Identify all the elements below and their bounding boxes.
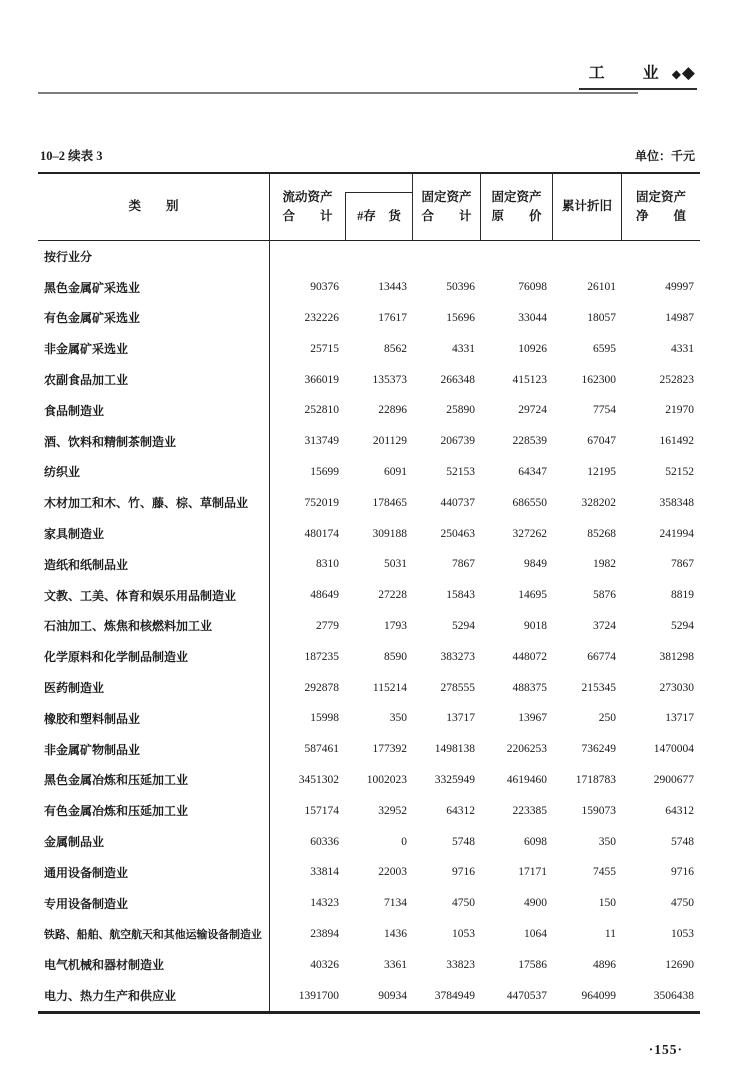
row-label: 化学原料和化学制品制造业 <box>38 641 270 672</box>
cell-value: 15998 <box>310 712 339 725</box>
table-row <box>38 426 700 457</box>
cell-value: 2779 <box>316 619 339 632</box>
cell-value: 159073 <box>581 804 616 817</box>
cell-value: 17617 <box>378 311 407 324</box>
cell-value: 7754 <box>593 404 616 417</box>
cell-value: 252810 <box>304 404 339 417</box>
cell-value: 18057 <box>587 311 616 324</box>
table-caption: 10–2 续表 3 <box>40 149 103 163</box>
table-row <box>38 457 700 488</box>
cell-value: 10926 <box>518 342 547 355</box>
caption-row <box>40 146 695 164</box>
table-row <box>38 272 700 303</box>
row-label: 造纸和纸制品业 <box>38 549 270 580</box>
cell-value: 2900677 <box>653 773 694 786</box>
row-label: 非金属矿采选业 <box>38 333 270 364</box>
cell-value: 1064 <box>524 927 547 940</box>
cell-value: 40326 <box>310 958 339 971</box>
cell-value: 32952 <box>378 804 407 817</box>
cell-value: 381298 <box>659 650 694 663</box>
table-row <box>38 487 700 518</box>
cell-value: 6098 <box>524 835 547 848</box>
table-row <box>38 518 700 549</box>
cell-value: 8819 <box>671 589 694 602</box>
cell-value: 9716 <box>452 866 475 879</box>
cell-value: 252823 <box>659 373 694 386</box>
cell-value: 350 <box>598 835 616 848</box>
cell-value: 14987 <box>665 311 694 324</box>
table-row <box>38 241 700 272</box>
cell-value: 250 <box>598 712 616 725</box>
cell-value: 5748 <box>452 835 475 848</box>
cell-value: 33823 <box>446 958 475 971</box>
cell-value: 292878 <box>304 681 339 694</box>
cell-value: 50396 <box>446 281 475 294</box>
cell-value: 448072 <box>512 650 547 663</box>
cell-value: 1982 <box>593 558 616 571</box>
inventory-subheader-box: #存 货 <box>345 192 412 240</box>
cell-value: 178465 <box>372 496 407 509</box>
cell-value: 9716 <box>671 866 694 879</box>
cell-value: 4896 <box>593 958 616 971</box>
cell-value: 383273 <box>440 650 475 663</box>
column-header-accumulated-depreciation: 累计折旧 <box>553 174 622 240</box>
column-header-category: 类 别 <box>38 174 270 240</box>
cell-value: 162300 <box>581 373 616 386</box>
table-row <box>38 580 700 611</box>
header-rule <box>38 92 638 94</box>
cell-value: 64312 <box>665 804 694 817</box>
cell-value: 7134 <box>384 897 407 910</box>
cell-value: 5294 <box>452 619 475 632</box>
cell-value: 17171 <box>518 866 547 879</box>
table-row <box>38 611 700 642</box>
cell-value: 7867 <box>671 558 694 571</box>
cell-value: 1470004 <box>653 743 694 756</box>
table-row <box>38 641 700 672</box>
table-row <box>38 549 700 580</box>
row-label: 酒、饮料和精制茶制造业 <box>38 426 270 457</box>
column-header-fixed-assets-total: 固定资产 合 计 <box>413 174 481 240</box>
table-row <box>38 703 700 734</box>
column-header-fixed-assets-net: 固定资产 净 值 <box>635 189 686 223</box>
cell-value: 49997 <box>665 281 694 294</box>
cell-value: 1053 <box>671 927 694 940</box>
row-label: 有色金属矿采选业 <box>38 303 270 334</box>
cell-value: 1391700 <box>298 989 339 1002</box>
row-label: 非金属矿物制品业 <box>38 734 270 765</box>
cell-value: 241994 <box>659 527 694 540</box>
cell-value: 5294 <box>671 619 694 632</box>
cell-value: 115214 <box>372 681 407 694</box>
cell-value: 2206253 <box>506 743 547 756</box>
cell-value: 13967 <box>518 712 547 725</box>
cell-value: 60336 <box>310 835 339 848</box>
cell-value: 488375 <box>512 681 547 694</box>
cell-value: 350 <box>389 712 407 725</box>
row-label: 电气机械和器材制造业 <box>38 949 270 980</box>
cell-value: 64347 <box>518 465 547 478</box>
cell-value: 17586 <box>518 958 547 971</box>
cell-value: 27228 <box>378 589 407 602</box>
table-row <box>38 333 700 364</box>
cell-value: 14695 <box>518 589 547 602</box>
cell-value: 64312 <box>446 804 475 817</box>
table-row <box>38 919 700 950</box>
cell-value: 366019 <box>304 373 339 386</box>
cell-value: 6595 <box>593 342 616 355</box>
row-label: 橡胶和塑料制品业 <box>38 703 270 734</box>
row-label: 铁路、船舶、航空航天和其他运输设备制造业 <box>38 919 270 950</box>
cell-value: 0 <box>401 835 407 848</box>
cell-value: 15699 <box>310 465 339 478</box>
column-header-inventory <box>345 174 413 240</box>
cell-value: 201129 <box>372 435 407 448</box>
cell-value: 4331 <box>452 342 475 355</box>
cell-value: 25890 <box>446 404 475 417</box>
cell-value: 22896 <box>378 404 407 417</box>
cell-value: 4470537 <box>506 989 547 1002</box>
cell-value: 3506438 <box>653 989 694 1002</box>
cell-value: 29724 <box>518 404 547 417</box>
unit-label: 单位：千元 <box>634 149 695 163</box>
cell-value: 6091 <box>384 465 407 478</box>
row-label: 医药制造业 <box>38 672 270 703</box>
table-row <box>38 857 700 888</box>
row-label: 农副食品加工业 <box>38 364 270 395</box>
cell-value: 752019 <box>304 496 339 509</box>
cell-value: 4619460 <box>506 773 547 786</box>
table-row <box>38 303 700 334</box>
row-label: 专用设备制造业 <box>38 888 270 919</box>
row-label: 黑色金属矿采选业 <box>38 272 270 303</box>
masthead <box>579 60 697 90</box>
cell-value: 13717 <box>665 712 694 725</box>
cell-value: 12690 <box>665 958 694 971</box>
cell-value: 228539 <box>512 435 547 448</box>
table-row <box>38 395 700 426</box>
cell-value: 12195 <box>587 465 616 478</box>
cell-value: 3451302 <box>298 773 339 786</box>
cell-value: 33044 <box>518 311 547 324</box>
cell-value: 23894 <box>310 927 339 940</box>
row-label: 电力、热力生产和供应业 <box>38 980 270 1011</box>
cell-value: 3325949 <box>434 773 475 786</box>
table-row <box>38 672 700 703</box>
cell-value: 90934 <box>378 989 407 1002</box>
cell-value: 358348 <box>659 496 694 509</box>
cell-value: 90376 <box>310 281 339 294</box>
cell-value: 21970 <box>665 404 694 417</box>
row-label: 石油加工、炼焦和核燃料加工业 <box>38 611 270 642</box>
cell-value: 187235 <box>304 650 339 663</box>
table-row <box>38 795 700 826</box>
cell-value: 150 <box>598 897 616 910</box>
row-label: 纺织业 <box>38 457 270 488</box>
diamond-icon: ◆ <box>671 67 681 81</box>
cell-value: 1002023 <box>366 773 407 786</box>
cell-value: 223385 <box>512 804 547 817</box>
cell-value: 1793 <box>384 619 407 632</box>
cell-value: 232226 <box>304 311 339 324</box>
cell-value: 22003 <box>378 866 407 879</box>
cell-value: 1718783 <box>575 773 616 786</box>
row-label: 有色金属冶炼和压延加工业 <box>38 795 270 826</box>
row-label: 黑色金属冶炼和压延加工业 <box>38 765 270 796</box>
statistics-table <box>38 172 700 1014</box>
cell-value: 4331 <box>671 342 694 355</box>
cell-value: 15696 <box>446 311 475 324</box>
cell-value: 250463 <box>440 527 475 540</box>
cell-value: 5031 <box>384 558 407 571</box>
table-row <box>38 734 700 765</box>
cell-value: 587461 <box>304 743 339 756</box>
cell-value: 309188 <box>372 527 407 540</box>
cell-value: 4750 <box>671 897 694 910</box>
row-label: 食品制造业 <box>38 395 270 426</box>
cell-value: 5748 <box>671 835 694 848</box>
row-label: 按行业分 <box>38 241 270 272</box>
cell-value: 85268 <box>587 527 616 540</box>
cell-value: 14323 <box>310 897 339 910</box>
table-row <box>38 888 700 919</box>
row-label: 木材加工和木、竹、藤、棕、草制品业 <box>38 487 270 518</box>
cell-value: 33814 <box>310 866 339 879</box>
cell-value: 266348 <box>440 373 475 386</box>
cell-value: 7867 <box>452 558 475 571</box>
cell-value: 3784949 <box>434 989 475 1002</box>
table-row <box>38 980 700 1011</box>
cell-value: 206739 <box>440 435 475 448</box>
table-row <box>38 765 700 796</box>
cell-value: 48649 <box>310 589 339 602</box>
table-row <box>38 364 700 395</box>
column-header-fixed-assets-original: 固定资产 原 价 <box>481 174 553 240</box>
cell-value: 67047 <box>587 435 616 448</box>
cell-value: 736249 <box>581 743 616 756</box>
cell-value: 313749 <box>304 435 339 448</box>
cell-value: 11 <box>604 927 616 940</box>
cell-value: 273030 <box>659 681 694 694</box>
cell-value: 440737 <box>440 496 475 509</box>
cell-value: 7455 <box>593 866 616 879</box>
cell-value: 480174 <box>304 527 339 540</box>
cell-value: 76098 <box>518 281 547 294</box>
diamond-icon: ◆ <box>681 63 695 82</box>
cell-value: 8562 <box>384 342 407 355</box>
cell-value: 13443 <box>378 281 407 294</box>
cell-value: 177392 <box>372 743 407 756</box>
cell-value: 9018 <box>524 619 547 632</box>
cell-value: 52153 <box>446 465 475 478</box>
row-label: 家具制造业 <box>38 518 270 549</box>
row-label: 文教、工美、体育和娱乐用品制造业 <box>38 580 270 611</box>
cell-value: 964099 <box>581 989 616 1002</box>
table-body <box>38 241 700 1011</box>
cell-value: 25715 <box>310 342 339 355</box>
cell-value: 1436 <box>384 927 407 940</box>
row-label: 金属制品业 <box>38 826 270 857</box>
table-row <box>38 826 700 857</box>
cell-value: 15843 <box>446 589 475 602</box>
column-header-current-assets-total: 流动资产 合 计 <box>282 189 333 223</box>
cell-value: 327262 <box>512 527 547 540</box>
cell-value: 686550 <box>512 496 547 509</box>
cell-value: 52152 <box>665 465 694 478</box>
cell-value: 5876 <box>593 589 616 602</box>
table-row <box>38 949 700 980</box>
cell-value: 1053 <box>452 927 475 940</box>
cell-value: 278555 <box>440 681 475 694</box>
cell-value: 161492 <box>659 435 694 448</box>
section-title: 工 业 <box>588 65 670 82</box>
cell-value: 9849 <box>524 558 547 571</box>
cell-value: 415123 <box>512 373 547 386</box>
cell-value: 4900 <box>524 897 547 910</box>
cell-value: 8590 <box>384 650 407 663</box>
table-header-row <box>38 174 700 241</box>
row-label: 通用设备制造业 <box>38 857 270 888</box>
cell-value: 135373 <box>372 373 407 386</box>
cell-value: 3361 <box>384 958 407 971</box>
cell-value: 66774 <box>587 650 616 663</box>
page-number: ·155· <box>648 1042 683 1057</box>
cell-value: 8310 <box>316 558 339 571</box>
cell-value: 1498138 <box>434 743 475 756</box>
cell-value: 328202 <box>581 496 616 509</box>
cell-value: 13717 <box>446 712 475 725</box>
cell-value: 157174 <box>304 804 339 817</box>
cell-value: 4750 <box>452 897 475 910</box>
cell-value: 215345 <box>581 681 616 694</box>
cell-value: 3724 <box>593 619 616 632</box>
cell-value: 26101 <box>587 281 616 294</box>
